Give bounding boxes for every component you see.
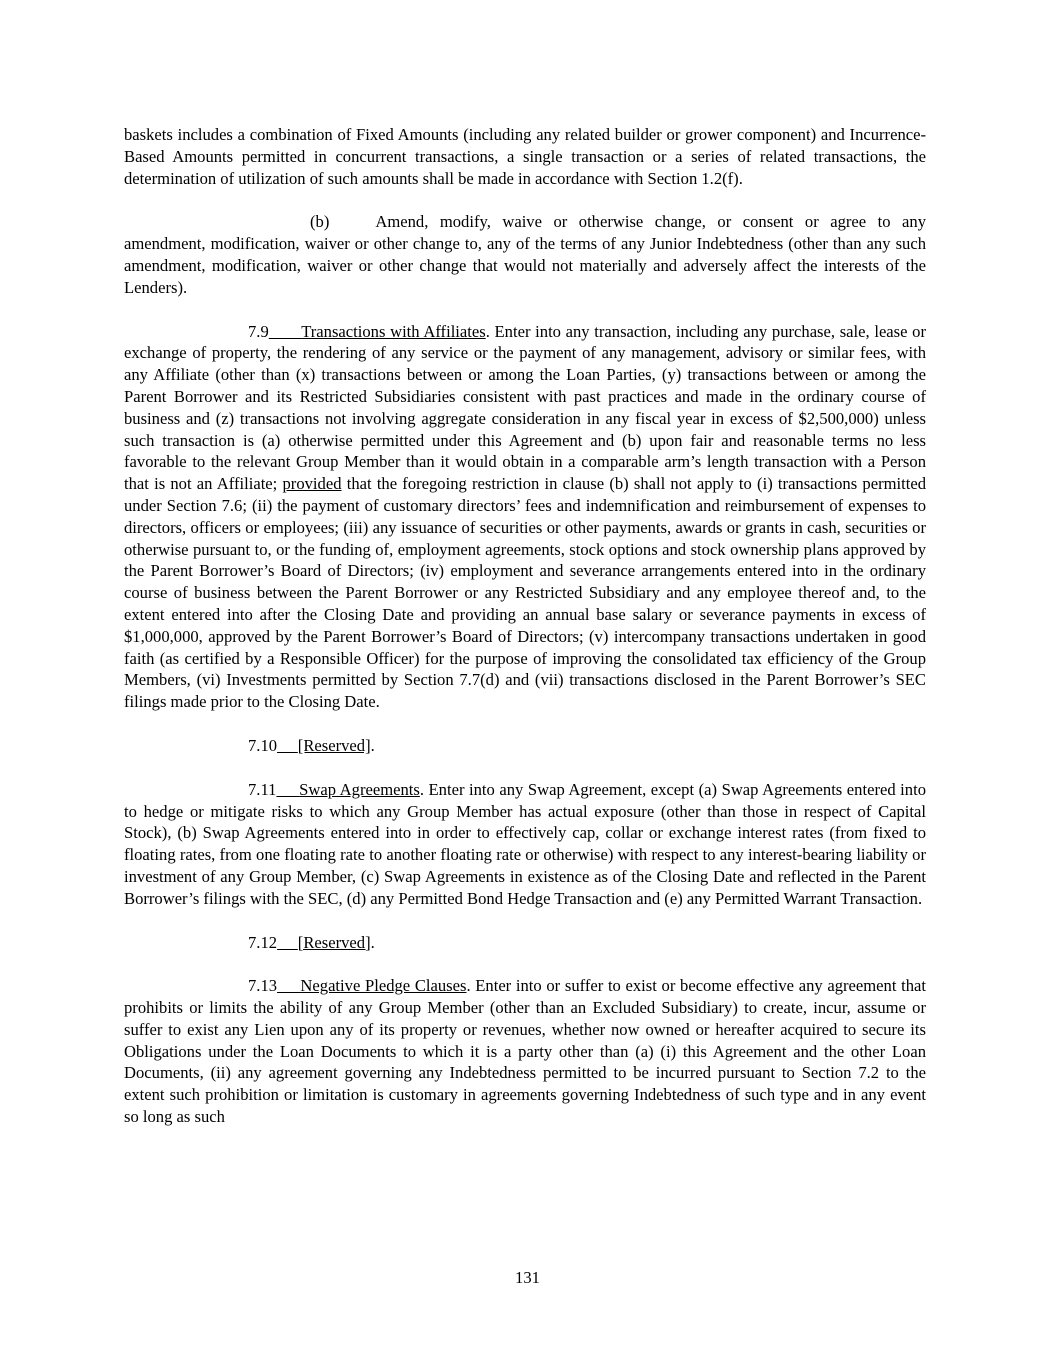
section-number: 7.13 — [248, 976, 278, 996]
section-text: . Enter into any Swap Agreement, except (a) Swap Agreements entered into to hedge or mitigate risks to which any Group Member has actual exposure (other than those in respect of Capital Stock), (b) Swap Agreements entered into in order to effectively cap, collar or exchange interest rates (from fixed to floating rates, from one floating rate to another floating rate or otherwise) with respect to any interest-bearing liability or investment of any Group Member, (c) Swap Agreements in existence as of the Closing Date and reflected in the Parent Borrower’s filings with the SEC, (d) any Permitted Bond Hedge Transaction and (e) any Permitted Warrant Transaction. — [124, 779, 926, 908]
section-7-11 — [124, 779, 926, 910]
section-text: . Enter into any transaction, including any purchase, sale, lease or exchange of property, the rendering of any service or the payment of any management, advisory or similar fees, with any Affiliate (other than (x) transactions between or among the Loan Parties, (y) transactions between or among the Parent Borrower and its Restricted Subsidiaries consistent with past practices and made in the ordinary course of business and (z) transactions not involving aggregate consideration in any fiscal year in excess of $2,500,000) unless such transaction is (a) otherwise permitted under this Agreement and (b) upon fair and reasonable terms no less favorable to the relevant Group Member than it would obtain in a comparable arm’s length transaction with a Person that is not an Affiliate; — [124, 321, 926, 494]
document-body — [124, 124, 926, 1150]
section-text: . — [370, 735, 375, 755]
section-number: 7.11 — [248, 779, 277, 799]
paragraph-text: baskets includes a combination of Fixed Amounts (including any related builder or grower component) and Incurrence-Based Amounts permitted in concurrent transactions, a single transaction or a series of related transactions, the determination of utilization of such amounts shall be made in accordance with Section 1.2(f). — [124, 125, 926, 188]
section-text: . Enter into or suffer to exist or become effective any agreement that prohibits or limits the ability of any Group Member (other than an Excluded Subsidiary) to create, incur, assume or suffer to exist any Lien upon any of its property or revenues, whether now owned or hereafter acquired to secure its Obligations under the Loan Documents to which it is a party other than (a) (i) this Agreement and the other Loan Documents, (ii) any agreement governing any Indebtedness permitted to be incurred pursuant to Section 7.2 to the extent such prohibition or limitation is customary in agreements governing Indebtedness of such type and in any event so long as such — [124, 976, 926, 1127]
page-number: 131 — [515, 1268, 540, 1287]
section-title: Transactions with Affiliates — [301, 321, 486, 341]
section-title: [Reserved] — [297, 735, 371, 755]
paragraph-clause-b — [124, 211, 926, 298]
section-7-9 — [124, 321, 926, 713]
section-text: . — [370, 932, 375, 952]
section-7-12 — [124, 932, 926, 954]
section-title: Negative Pledge Clauses — [300, 976, 467, 996]
section-number: 7.12 — [248, 932, 278, 952]
clause-text: Amend, modify, waive or otherwise change, or consent or agree to any amendment, modification, waiver or other change to, any of the terms of any Junior Indebtedness (other than any such amendment, modification, waiver or other change that would not materially and adversely affect the interests of the Lenders). — [124, 212, 926, 297]
section-7-13 — [124, 975, 926, 1128]
section-title: Swap Agreements — [299, 779, 420, 799]
section-7-10 — [124, 735, 926, 757]
section-number: 7.10 — [248, 735, 278, 755]
section-number: 7.9 — [248, 321, 269, 341]
paragraph-baskets-continuation — [124, 124, 926, 189]
section-text-continued: that the foregoing restriction in clause (b) shall not apply to (i) transactions permitted under Section 7.6; (ii) the payment of customary directors’ fees and indemnification and reimbursement of expenses to directors, officers or employees; (iii) any issuance of securities or other payments, awards or grants in cash, securities or otherwise pursuant to, or the funding of, employment agreements, stock options and stock ownership plans approved by the Parent Borrower’s Board of Directors; (iv) employment and severance arrangements entered into in the ordinary course of business between the Parent Borrower or any Restricted Subsidiary and any employee thereof and, to the extent entered into after the Closing Date and providing an annual base salary or severance payments in excess of $1,000,000, approved by the Parent Borrower’s Board of Directors; (v) intercompany transactions undertaken in good faith (as certified by a Responsible Officer) for the purpose of improving the consolidated tax efficiency of the Group Members, (vi) Investments permitted by Section 7.7(d) and (vii) transactions disclosed in the Parent Borrower’s SEC filings made prior to the Closing Date. — [124, 474, 926, 712]
provided-term: provided — [282, 474, 342, 494]
clause-label: (b) — [310, 212, 330, 232]
section-title: [Reserved] — [297, 932, 371, 952]
